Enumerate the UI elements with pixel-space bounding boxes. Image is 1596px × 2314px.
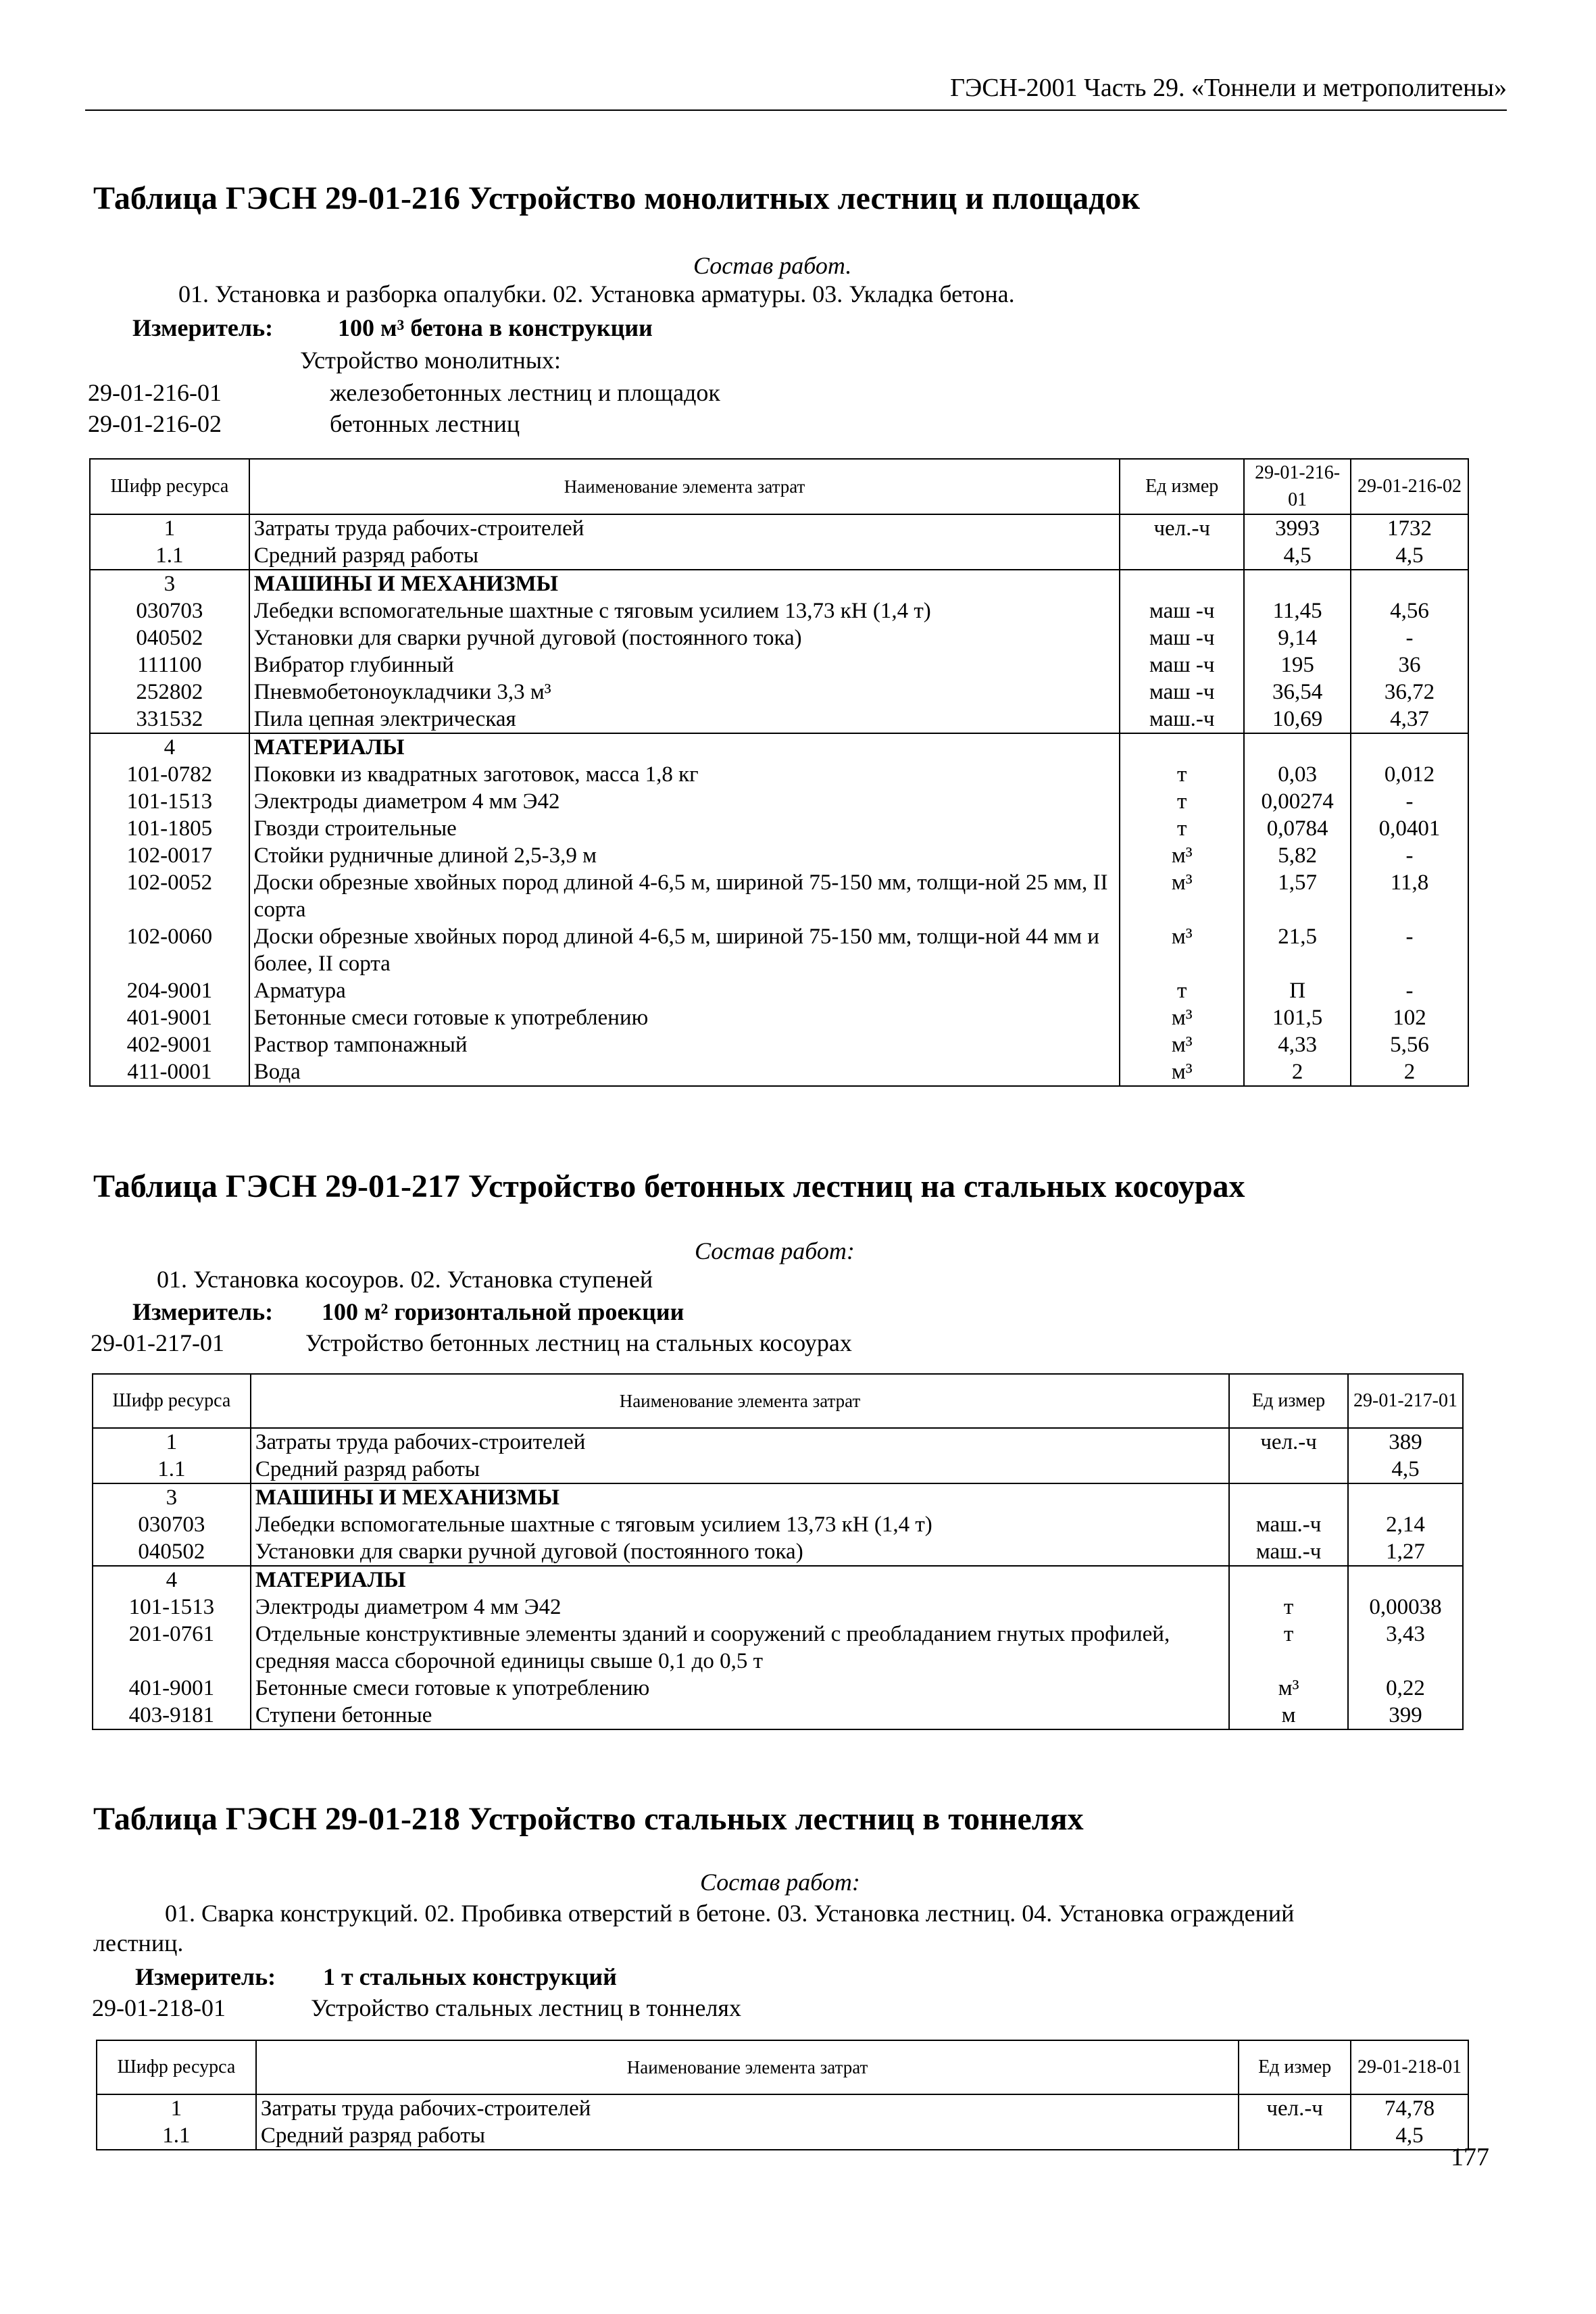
norm-value-1-cell: 0,00274 (1244, 788, 1351, 815)
norm-value-2-cell: 1732 (1351, 514, 1468, 542)
table-216-title: Таблица ГЭСН 29-01-216 Устройство монолитных лестниц и площадок (93, 180, 1141, 216)
table-217-title: Таблица ГЭСН 29-01-217 Устройство бетонных лестниц на стальных косоурах (93, 1168, 1245, 1204)
table-row (93, 1675, 1463, 1702)
col-header-cipher: Шифр ресурса (93, 1374, 251, 1428)
unit-cell: т (1120, 761, 1244, 788)
table-row (93, 1566, 1463, 1594)
resource-table-216 (89, 458, 1469, 1087)
resource-code-cell: 1.1 (93, 1456, 251, 1483)
resource-name-cell: Арматура (249, 977, 1120, 1004)
norm-value-2-cell: 4,5 (1351, 542, 1468, 570)
resource-code-cell: 401-9001 (93, 1675, 251, 1702)
resource-name-cell: Средний разряд работы (251, 1456, 1229, 1483)
table-row (90, 788, 1468, 815)
resource-name-cell: Стойки рудничные длиной 2,5-3,9 м (249, 842, 1120, 869)
norm-value-1-cell (1348, 1566, 1463, 1594)
norm-value-2-cell: 0,012 (1351, 761, 1468, 788)
col-header-norm-1: 29-01-218-01 (1351, 2040, 1468, 2094)
resource-name-cell: Гвозди строительные (249, 815, 1120, 842)
norm-code: 29-01-218-01 (92, 1994, 226, 2021)
table-row (90, 842, 1468, 869)
resource-name-cell: Лебедки вспомогательные шахтные с тяговым усилием 13,73 кН (1,4 т) (251, 1511, 1229, 1538)
unit-cell: маш.-ч (1229, 1511, 1348, 1538)
table-row (90, 706, 1468, 733)
unit-cell: м³ (1120, 869, 1244, 923)
table-row (90, 761, 1468, 788)
unit-cell (1120, 733, 1244, 761)
resource-code-cell: 102-0052 (90, 869, 249, 923)
resource-name-cell: Установки для сварки ручной дуговой (постоянного тока) (249, 624, 1120, 651)
norm-value-1-cell: 21,5 (1244, 923, 1351, 977)
resource-name-cell: Затраты труда рабочих-строителей (249, 514, 1120, 542)
resource-code-cell: 252802 (90, 679, 249, 706)
norm-value-1-cell: 1,57 (1244, 869, 1351, 923)
resource-name-cell: Затраты труда рабочих-строителей (256, 2094, 1239, 2122)
unit-cell: м³ (1120, 1031, 1244, 1058)
resource-code-cell: 101-1513 (93, 1594, 251, 1621)
resource-code-cell: 030703 (93, 1511, 251, 1538)
resource-name-cell: Пила цепная электрическая (249, 706, 1120, 733)
norm-value-1-cell: 4,33 (1244, 1031, 1351, 1058)
unit-cell: м³ (1120, 1058, 1244, 1086)
resource-name-cell: Вода (249, 1058, 1120, 1086)
unit-cell: маш -ч (1120, 597, 1244, 624)
unit-cell (1229, 1566, 1348, 1594)
table-row (90, 570, 1468, 597)
norm-value-2-cell: 11,8 (1351, 869, 1468, 923)
resource-code-cell: 402-9001 (90, 1031, 249, 1058)
measure-value: 100 м² горизонтальной проекции (322, 1298, 684, 1325)
resource-name-cell: Ступени бетонные (251, 1702, 1229, 1729)
norm-name: Устройство бетонных лестниц на стальных косоурах (305, 1329, 852, 1356)
unit-cell: маш -ч (1120, 624, 1244, 651)
col-header-cipher: Шифр ресурса (90, 459, 249, 514)
norm-value-2-cell: 4,37 (1351, 706, 1468, 733)
resource-name-cell: Отдельные конструктивные элементы зданий и сооружений с преобладанием гнутых профилей, средняя масса сборочной единицы свыше 0,1 до 0,5 т (251, 1621, 1229, 1675)
table-row (93, 1511, 1463, 1538)
resource-code-cell: 1.1 (90, 542, 249, 570)
norm-value-2-cell: 2 (1351, 1058, 1468, 1086)
norm-value-1-cell: 0,22 (1348, 1675, 1463, 1702)
composition-title: Состав работ: (700, 1869, 860, 1896)
unit-cell: м³ (1229, 1675, 1348, 1702)
norm-value-1-cell: 1,27 (1348, 1538, 1463, 1566)
resource-code-cell: 3 (90, 570, 249, 597)
norm-value-2-cell: 102 (1351, 1004, 1468, 1031)
table-row (90, 815, 1468, 842)
resource-name-cell: Раствор тампонажный (249, 1031, 1120, 1058)
resource-name-cell: МАШИНЫ И МЕХАНИЗМЫ (251, 1483, 1229, 1511)
resource-code-cell: 401-9001 (90, 1004, 249, 1031)
norm-value-1-cell: 36,54 (1244, 679, 1351, 706)
norm-value-2-cell: - (1351, 842, 1468, 869)
norm-value-2-cell (1351, 570, 1468, 597)
resource-code-cell: 102-0017 (90, 842, 249, 869)
resource-code-cell: 040502 (90, 624, 249, 651)
table-row (93, 1594, 1463, 1621)
resource-name-cell: Доски обрезные хвойных пород длиной 4-6,5 м, шириной 75-150 мм, толщи-ной 25 мм, II сорта (249, 869, 1120, 923)
norm-value-1-cell: 0,0784 (1244, 815, 1351, 842)
unit-cell: м³ (1120, 923, 1244, 977)
resource-table-217 (92, 1373, 1464, 1730)
table-row (90, 1058, 1468, 1086)
composition-text: 01. Установка косоуров. 02. Установка ступеней (157, 1266, 653, 1293)
norm-value-2-cell: - (1351, 624, 1468, 651)
norm-value-2-cell: 4,56 (1351, 597, 1468, 624)
norm-value-1-cell: 0,03 (1244, 761, 1351, 788)
resource-code-cell: 4 (93, 1566, 251, 1594)
norm-value-1-cell: 10,69 (1244, 706, 1351, 733)
norm-value-1-cell: 3993 (1244, 514, 1351, 542)
norm-value-2-cell (1351, 733, 1468, 761)
col-header-unit: Ед измер (1229, 1374, 1348, 1428)
resource-name-cell: Вибратор глубинный (249, 651, 1120, 679)
page-number: 177 (1451, 2143, 1489, 2171)
norm-name: бетонных лестниц (330, 410, 520, 437)
composition-title: Состав работ: (695, 1237, 855, 1264)
unit-cell (1229, 1483, 1348, 1511)
resource-name-cell: Установки для сварки ручной дуговой (постоянного тока) (251, 1538, 1229, 1566)
col-header-cipher: Шифр ресурса (97, 2040, 256, 2094)
resource-code-cell: 1 (97, 2094, 256, 2122)
group-label: Устройство монолитных: (300, 347, 562, 374)
unit-cell (1120, 570, 1244, 597)
resource-name-cell: МАТЕРИАЛЫ (251, 1566, 1229, 1594)
resource-name-cell: Доски обрезные хвойных пород длиной 4-6,5 м, шириной 75-150 мм, толщи-ной 44 мм и более, II сорта (249, 923, 1120, 977)
col-header-name: Наименование элемента затрат (256, 2040, 1239, 2094)
table-body (93, 1428, 1463, 1729)
col-header-name: Наименование элемента затрат (249, 459, 1120, 514)
norm-value-1-cell: 101,5 (1244, 1004, 1351, 1031)
norm-value-1-cell: 399 (1348, 1702, 1463, 1729)
resource-name-cell: Средний разряд работы (256, 2122, 1239, 2150)
table-row (90, 1004, 1468, 1031)
unit-cell: т (1229, 1621, 1348, 1675)
resource-code-cell: 403-9181 (93, 1702, 251, 1729)
norm-value-1-cell (1244, 570, 1351, 597)
table-row (93, 1621, 1463, 1675)
resource-code-cell: 111100 (90, 651, 249, 679)
measure-label: Измеритель: (132, 314, 274, 341)
norm-value-1-cell: 4,5 (1348, 1456, 1463, 1483)
page-header: ГЭСН-2001 Часть 29. «Тоннели и метрополитены» (85, 73, 1507, 111)
table-row (90, 624, 1468, 651)
norm-code: 29-01-216-01 (88, 379, 222, 406)
table-row (90, 679, 1468, 706)
unit-cell: маш.-ч (1120, 706, 1244, 733)
table-row (97, 2122, 1468, 2150)
unit-cell: т (1229, 1594, 1348, 1621)
norm-value-1-cell: 2 (1244, 1058, 1351, 1086)
table-row (90, 923, 1468, 977)
table-row (90, 651, 1468, 679)
norm-value-1-cell: 4,5 (1244, 542, 1351, 570)
resource-name-cell: Бетонные смеси готовые к употреблению (251, 1675, 1229, 1702)
measure-label: Измеритель: (132, 1298, 274, 1325)
unit-cell (1120, 542, 1244, 570)
resource-name-cell: Средний разряд работы (249, 542, 1120, 570)
table-row (90, 977, 1468, 1004)
unit-cell: чел.-ч (1239, 2094, 1351, 2122)
composition-text: 01. Установка и разборка опалубки. 02. Установка арматуры. 03. Укладка бетона. (178, 280, 1015, 307)
norm-code: 29-01-217-01 (91, 1329, 224, 1356)
norm-value-1-cell (1348, 1483, 1463, 1511)
norm-value-1-cell: 0,00038 (1348, 1594, 1463, 1621)
unit-cell: м (1229, 1702, 1348, 1729)
unit-cell: т (1120, 815, 1244, 842)
resource-code-cell: 204-9001 (90, 977, 249, 1004)
resource-code-cell: 1 (93, 1428, 251, 1456)
norm-name: Устройство стальных лестниц в тоннелях (311, 1994, 741, 2021)
resource-name-cell: Бетонные смеси готовые к употреблению (249, 1004, 1120, 1031)
table-row (93, 1456, 1463, 1483)
norm-value-1-cell: 3,43 (1348, 1621, 1463, 1675)
composition-title: Состав работ. (693, 252, 852, 279)
col-header-norm-1: 29-01-217-01 (1348, 1374, 1463, 1428)
norm-value-1-cell: 2,14 (1348, 1511, 1463, 1538)
col-header-name: Наименование элемента затрат (251, 1374, 1229, 1428)
norm-value-1-cell: 9,14 (1244, 624, 1351, 651)
measure-value: 1 т стальных конструкций (323, 1963, 617, 1990)
table-row (90, 597, 1468, 624)
norm-value-1-cell: П (1244, 977, 1351, 1004)
resource-code-cell: 101-1513 (90, 788, 249, 815)
resource-code-cell: 331532 (90, 706, 249, 733)
resource-code-cell: 1.1 (97, 2122, 256, 2150)
col-header-norm-1: 29-01-216-01 (1244, 459, 1351, 514)
norm-value-1-cell: 4,5 (1351, 2122, 1468, 2150)
composition-text: 01. Сварка конструкций. 02. Пробивка отверстий в бетоне. 03. Установка лестниц. 04. Установка ограждений (165, 1900, 1295, 1927)
unit-cell (1239, 2122, 1351, 2150)
col-header-unit: Ед измер (1239, 2040, 1351, 2094)
table-row (93, 1702, 1463, 1729)
norm-value-2-cell: - (1351, 788, 1468, 815)
unit-cell (1229, 1456, 1348, 1483)
unit-cell: м³ (1120, 1004, 1244, 1031)
resource-code-cell: 1 (90, 514, 249, 542)
norm-value-2-cell: - (1351, 977, 1468, 1004)
norm-value-1-cell: 11,45 (1244, 597, 1351, 624)
norm-code: 29-01-216-02 (88, 410, 222, 437)
table-row (97, 2094, 1468, 2122)
resource-code-cell: 030703 (90, 597, 249, 624)
composition-text-cont: лестниц. (93, 1929, 184, 1956)
measure-label: Измеритель: (135, 1963, 276, 1990)
resource-name-cell: МАТЕРИАЛЫ (249, 733, 1120, 761)
resource-name-cell: Лебедки вспомогательные шахтные с тяговым усилием 13,73 кН (1,4 т) (249, 597, 1120, 624)
table-row (90, 733, 1468, 761)
unit-cell: т (1120, 977, 1244, 1004)
unit-cell: чел.-ч (1229, 1428, 1348, 1456)
resource-name-cell: Пневмобетоноукладчики 3,3 м³ (249, 679, 1120, 706)
table-row (90, 869, 1468, 923)
table-body (97, 2094, 1468, 2150)
unit-cell: маш.-ч (1229, 1538, 1348, 1566)
resource-code-cell: 101-0782 (90, 761, 249, 788)
norm-value-1-cell: 389 (1348, 1428, 1463, 1456)
resource-code-cell: 201-0761 (93, 1621, 251, 1675)
unit-cell: т (1120, 788, 1244, 815)
table-218-title: Таблица ГЭСН 29-01-218 Устройство стальных лестниц в тоннелях (93, 1801, 1084, 1837)
table-row (93, 1483, 1463, 1511)
table-body (90, 514, 1468, 1086)
col-header-unit: Ед измер (1120, 459, 1244, 514)
unit-cell: чел.-ч (1120, 514, 1244, 542)
norm-value-2-cell: - (1351, 923, 1468, 977)
table-row (90, 514, 1468, 542)
resource-name-cell: Электроды диаметром 4 мм Э42 (251, 1594, 1229, 1621)
norm-name: железобетонных лестниц и площадок (330, 379, 720, 406)
resource-name-cell: Поковки из квадратных заготовок, масса 1,8 кг (249, 761, 1120, 788)
norm-value-2-cell: 36,72 (1351, 679, 1468, 706)
table-row (93, 1538, 1463, 1566)
resource-code-cell: 101-1805 (90, 815, 249, 842)
norm-value-2-cell: 0,0401 (1351, 815, 1468, 842)
resource-name-cell: Затраты труда рабочих-строителей (251, 1428, 1229, 1456)
norm-value-2-cell: 5,56 (1351, 1031, 1468, 1058)
resource-name-cell: Электроды диаметром 4 мм Э42 (249, 788, 1120, 815)
unit-cell: маш -ч (1120, 651, 1244, 679)
unit-cell: маш -ч (1120, 679, 1244, 706)
table-row (90, 542, 1468, 570)
measure-value: 100 м³ бетона в конструкции (338, 314, 653, 341)
norm-value-2-cell: 36 (1351, 651, 1468, 679)
resource-code-cell: 3 (93, 1483, 251, 1511)
norm-value-1-cell: 195 (1244, 651, 1351, 679)
resource-name-cell: МАШИНЫ И МЕХАНИЗМЫ (249, 570, 1120, 597)
norm-value-1-cell: 5,82 (1244, 842, 1351, 869)
unit-cell: м³ (1120, 842, 1244, 869)
norm-value-1-cell: 74,78 (1351, 2094, 1468, 2122)
resource-table-218 (96, 2040, 1469, 2150)
norm-value-1-cell (1244, 733, 1351, 761)
resource-code-cell: 411-0001 (90, 1058, 249, 1086)
resource-code-cell: 040502 (93, 1538, 251, 1566)
table-row (93, 1428, 1463, 1456)
table-row (90, 1031, 1468, 1058)
resource-code-cell: 102-0060 (90, 923, 249, 977)
resource-code-cell: 4 (90, 733, 249, 761)
col-header-norm-2: 29-01-216-02 (1351, 459, 1468, 514)
